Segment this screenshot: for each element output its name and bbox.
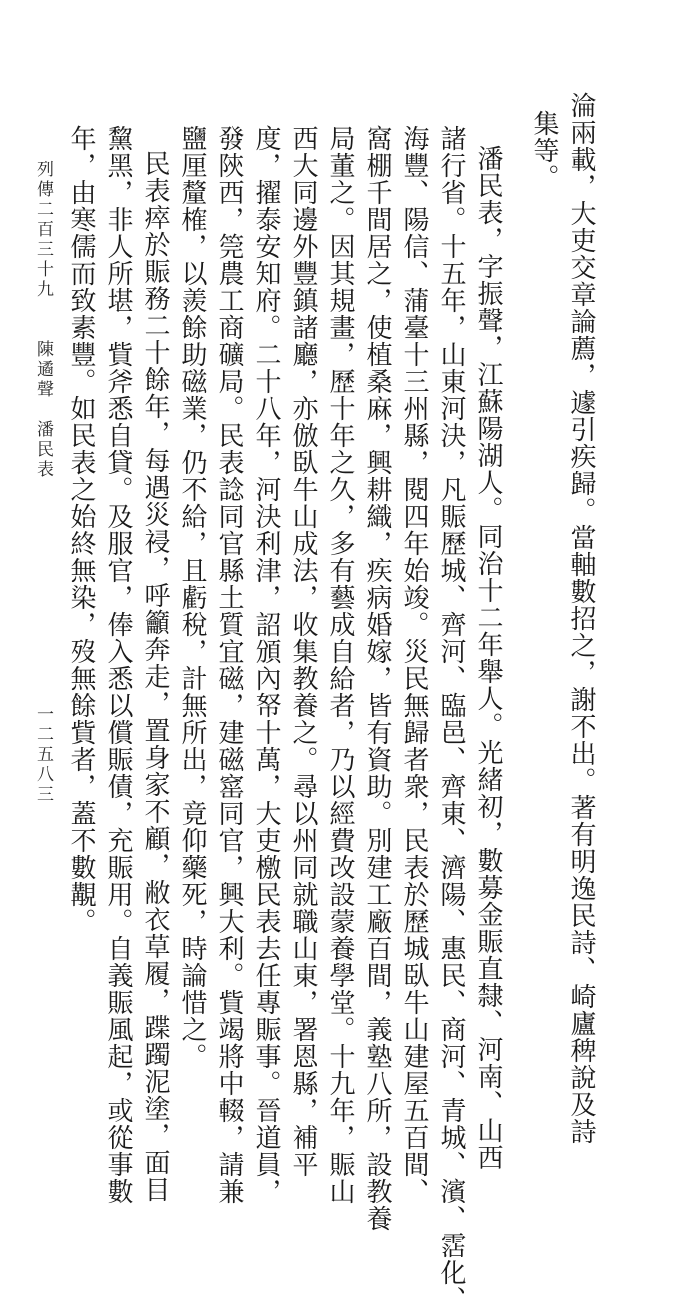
text-column-6: 窩棚千間居之，使植桑麻，興耕織，疾病婚嫁，皆有資助。別建工廠百間，義塾八所，設教養: [362, 125, 392, 1232]
text-column-11: 鹽厘釐榷，以羨餘助磁業，仍不給，且虧稅，計無所出，竟仰藥死，時論惜之。: [177, 125, 207, 1070]
footer-names: 陳遹聲 潘民表: [33, 340, 53, 480]
text-column-10: 發陝西，筦農工商礦局。民表諗同官縣土質宜磁，建磁窰同官，興大利。貲竭將中輟，請兼: [214, 125, 244, 1205]
text-column-13: 黧黑，非人所堪，貲斧悉自貸。及服官，俸入悉以償賑債，充賑用。自義賑風起，或從事數: [103, 125, 133, 1205]
text-column-5: 海豐、陽信、蒲臺十三州縣，閱四年始竣。災民無歸者衆，民表於歷城臥牛山建屋五百間、: [399, 125, 429, 1205]
text-column-14: 年，由寒儒而致素豐。如民表之始終無染，歿無餘貲者，蓋不數覯。: [66, 125, 96, 935]
footer-chapter: 列傳二百三十九: [33, 160, 53, 300]
text-column-1: 淪兩載，大吏交章論薦，遽引疾歸。當軸數招之，謝不出。著有明逸民詩、崎廬稗說及詩: [566, 92, 596, 1145]
text-column-8: 西大同邊外豐鎮諸廳，亦倣臥牛山成法，收集教養之。尋以州同就職山東，署恩縣，補平: [288, 125, 318, 1178]
text-column-12: 民表瘁於賑務二十餘年，每遇災祲，呼籲奔走，置身家不顧，敝衣草履，蹀躅泥塗，面目: [140, 150, 170, 1203]
text-column-9: 度，擢泰安知府。二十八年，河決利津，詔頒內帑十萬，大吏檄民表去任專賑事。晉道員，: [251, 125, 281, 1205]
text-column-7: 局董之。因其規畫，歷十年之久，多有藝成自給者，乃以經費改設蒙養學堂。十九年，賑山: [325, 125, 355, 1205]
footer-page-number: 一二五八三: [33, 705, 53, 805]
text-column-4: 諸行省。十五年，山東河決，凡賑歷城、齊河、臨邑、齊東、濟陽、惠民、商河、青城、濱、霑化、: [436, 125, 466, 1313]
text-column-3: 潘民表，字振聲，江蘇陽湖人。同治十二年舉人。光緒初，數募金賑直隸、河南、山西: [473, 145, 503, 1171]
text-column-2: 集等。: [529, 110, 559, 191]
